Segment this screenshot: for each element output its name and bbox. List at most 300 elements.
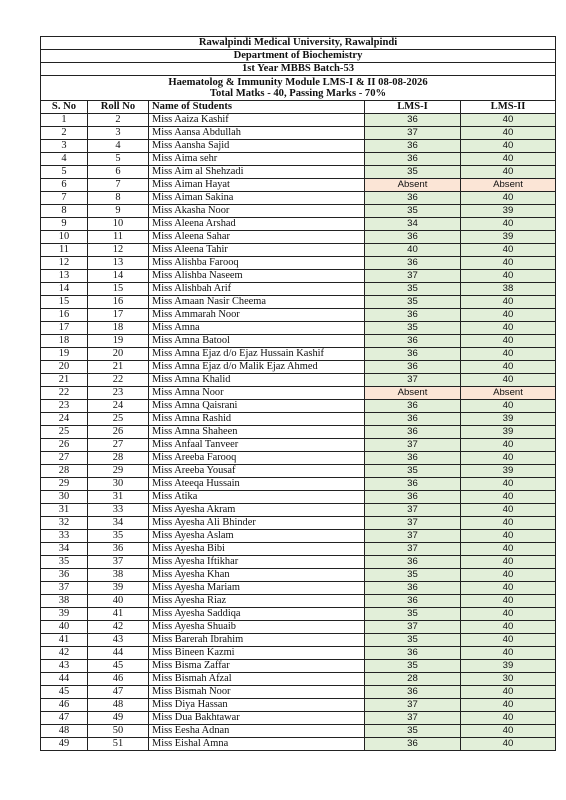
student-name-cell: Miss Barerah Ibrahim	[149, 634, 365, 647]
lms2-cell: 40	[461, 192, 556, 205]
table-row	[41, 647, 556, 660]
sno-cell: 18	[41, 335, 88, 348]
lms2-cell: 30	[461, 673, 556, 686]
lms1-cell: 36	[365, 192, 461, 205]
sno-cell: 29	[41, 478, 88, 491]
lms2-cell: 40	[461, 725, 556, 738]
table-row	[41, 218, 556, 231]
roll-cell: 34	[88, 517, 149, 530]
sno-cell: 2	[41, 127, 88, 140]
result-sheet	[40, 36, 555, 751]
sno-cell: 32	[41, 517, 88, 530]
table-body	[41, 114, 556, 751]
roll-cell: 8	[88, 192, 149, 205]
lms2-cell: 40	[461, 114, 556, 127]
sno-cell: 1	[41, 114, 88, 127]
module-title: Haematolog & Immunity Module LMS-I & II 08-08-2026	[168, 76, 428, 88]
lms2-cell: 40	[461, 153, 556, 166]
sno-cell: 5	[41, 166, 88, 179]
student-name-cell: Miss Aansa Abdullah	[149, 127, 365, 140]
student-name-cell: Miss Alishba Naseem	[149, 270, 365, 283]
lms2-cell: Absent	[461, 387, 556, 400]
roll-cell: 31	[88, 491, 149, 504]
lms1-cell: 36	[365, 556, 461, 569]
lms1-cell: 36	[365, 647, 461, 660]
sno-cell: 42	[41, 647, 88, 660]
student-name-cell: Miss Aim al Shehzadi	[149, 166, 365, 179]
lms2-cell: 40	[461, 439, 556, 452]
lms2-cell: 40	[461, 257, 556, 270]
roll-cell: 42	[88, 621, 149, 634]
roll-cell: 18	[88, 322, 149, 335]
lms2-cell: 40	[461, 335, 556, 348]
sno-cell: 24	[41, 413, 88, 426]
sno-cell: 6	[41, 179, 88, 192]
lms2-cell: 40	[461, 491, 556, 504]
lms1-cell: 37	[365, 712, 461, 725]
lms1-cell: 37	[365, 504, 461, 517]
sno-cell: 4	[41, 153, 88, 166]
lms1-cell: 36	[365, 153, 461, 166]
department-title: Department of Biochemistry	[41, 50, 556, 63]
lms2-cell: 40	[461, 621, 556, 634]
table-row	[41, 569, 556, 582]
sno-cell: 38	[41, 595, 88, 608]
lms2-cell: 40	[461, 582, 556, 595]
lms2-cell: 40	[461, 218, 556, 231]
lms1-cell: 36	[365, 361, 461, 374]
sno-cell: 19	[41, 348, 88, 361]
lms2-cell: 40	[461, 166, 556, 179]
lms1-cell: 36	[365, 491, 461, 504]
table-row	[41, 517, 556, 530]
lms1-cell: 35	[365, 166, 461, 179]
lms1-cell: Absent	[365, 387, 461, 400]
table-row	[41, 205, 556, 218]
roll-cell: 51	[88, 738, 149, 751]
student-name-cell: Miss Bismah Afzal	[149, 673, 365, 686]
lms1-cell: 36	[365, 582, 461, 595]
roll-cell: 38	[88, 569, 149, 582]
sno-cell: 39	[41, 608, 88, 621]
table-row	[41, 738, 556, 751]
sno-cell: 10	[41, 231, 88, 244]
roll-cell: 25	[88, 413, 149, 426]
lms2-cell: 40	[461, 686, 556, 699]
roll-cell: 30	[88, 478, 149, 491]
roll-header: Roll No	[88, 101, 149, 114]
sno-cell: 3	[41, 140, 88, 153]
student-name-cell: Miss Dua Bakhtawar	[149, 712, 365, 725]
student-name-cell: Miss Eishal Amna	[149, 738, 365, 751]
sno-cell: 31	[41, 504, 88, 517]
student-name-cell: Miss Aleena Sahar	[149, 231, 365, 244]
lms1-cell: 35	[365, 283, 461, 296]
lms1-cell: 36	[365, 400, 461, 413]
table-row	[41, 699, 556, 712]
lms2-cell: 40	[461, 478, 556, 491]
roll-cell: 23	[88, 387, 149, 400]
table-row	[41, 452, 556, 465]
lms1-cell: 28	[365, 673, 461, 686]
student-name-cell: Miss Ateeqa Hussain	[149, 478, 365, 491]
student-name-cell: Miss Amaan Nasir Cheema	[149, 296, 365, 309]
lms2-header: LMS-II	[461, 101, 556, 114]
lms2-cell: 40	[461, 634, 556, 647]
lms1-cell: 36	[365, 686, 461, 699]
sno-cell: 15	[41, 296, 88, 309]
table-row	[41, 283, 556, 296]
table-row	[41, 478, 556, 491]
roll-cell: 48	[88, 699, 149, 712]
table-row	[41, 465, 556, 478]
lms2-cell: 40	[461, 569, 556, 582]
lms2-cell: 40	[461, 595, 556, 608]
roll-cell: 41	[88, 608, 149, 621]
student-name-cell: Miss Ayesha Saddiqa	[149, 608, 365, 621]
student-name-cell: Miss Ayesha Riaz	[149, 595, 365, 608]
roll-cell: 44	[88, 647, 149, 660]
student-name-cell: Miss Ayesha Khan	[149, 569, 365, 582]
lms2-cell: 40	[461, 244, 556, 257]
sno-cell: 16	[41, 309, 88, 322]
lms2-cell: 40	[461, 361, 556, 374]
student-name-cell: Miss Amna Khalid	[149, 374, 365, 387]
lms1-cell: 36	[365, 426, 461, 439]
table-row	[41, 608, 556, 621]
student-name-cell: Miss Amna Ejaz d/o Ejaz Hussain Kashif	[149, 348, 365, 361]
lms2-cell: 40	[461, 452, 556, 465]
student-name-cell: Miss Amna Qaisrani	[149, 400, 365, 413]
table-row	[41, 335, 556, 348]
roll-cell: 27	[88, 439, 149, 452]
sno-cell: 21	[41, 374, 88, 387]
lms1-cell: 36	[365, 348, 461, 361]
roll-cell: 37	[88, 556, 149, 569]
table-row	[41, 127, 556, 140]
table-row	[41, 400, 556, 413]
lms2-cell: 40	[461, 530, 556, 543]
sno-cell: 30	[41, 491, 88, 504]
sno-cell: 20	[41, 361, 88, 374]
lms2-cell: 40	[461, 374, 556, 387]
lms1-cell: 35	[365, 608, 461, 621]
student-name-cell: Miss Amna Noor	[149, 387, 365, 400]
student-name-cell: Miss Alishbah Arif	[149, 283, 365, 296]
lms2-cell: 39	[461, 413, 556, 426]
roll-cell: 36	[88, 543, 149, 556]
table-row	[41, 374, 556, 387]
lms1-cell: 37	[365, 699, 461, 712]
sno-cell: 9	[41, 218, 88, 231]
sno-cell: 47	[41, 712, 88, 725]
sno-cell: 23	[41, 400, 88, 413]
lms1-cell: 36	[365, 413, 461, 426]
lms2-cell: 40	[461, 504, 556, 517]
roll-cell: 47	[88, 686, 149, 699]
table-row	[41, 439, 556, 452]
student-name-cell: Miss Ayesha Akram	[149, 504, 365, 517]
sno-cell: 35	[41, 556, 88, 569]
student-name-cell: Miss Aleena Tahir	[149, 244, 365, 257]
student-name-cell: Miss Diya Hassan	[149, 699, 365, 712]
lms1-cell: 35	[365, 725, 461, 738]
table-row	[41, 244, 556, 257]
student-name-cell: Miss Aaiza Kashif	[149, 114, 365, 127]
lms1-cell: 37	[365, 543, 461, 556]
table-row	[41, 309, 556, 322]
lms1-cell: 36	[365, 257, 461, 270]
lms2-cell: 40	[461, 140, 556, 153]
student-name-cell: Miss Amna Ejaz d/o Malik Ejaz Ahmed	[149, 361, 365, 374]
lms2-cell: 40	[461, 647, 556, 660]
student-name-cell: Miss Aleena Arshad	[149, 218, 365, 231]
lms2-cell: 40	[461, 348, 556, 361]
roll-cell: 26	[88, 426, 149, 439]
table-row	[41, 556, 556, 569]
lms2-cell: 39	[461, 205, 556, 218]
sno-cell: 17	[41, 322, 88, 335]
student-name-cell: Miss Ayesha Shuaib	[149, 621, 365, 634]
sno-cell: 48	[41, 725, 88, 738]
lms1-cell: 37	[365, 270, 461, 283]
lms2-cell: 38	[461, 283, 556, 296]
student-name-cell: Miss Ayesha Iftikhar	[149, 556, 365, 569]
student-name-cell: Miss Aansha Sajid	[149, 140, 365, 153]
table-row	[41, 179, 556, 192]
roll-cell: 11	[88, 231, 149, 244]
lms1-cell: 37	[365, 374, 461, 387]
lms1-cell: 35	[365, 296, 461, 309]
roll-cell: 15	[88, 283, 149, 296]
student-name-cell: Miss Bismah Noor	[149, 686, 365, 699]
student-name-cell: Miss Bineen Kazmi	[149, 647, 365, 660]
roll-cell: 16	[88, 296, 149, 309]
sno-cell: 11	[41, 244, 88, 257]
sno-header: S. No	[41, 101, 88, 114]
student-name-cell: Miss Ayesha Bibi	[149, 543, 365, 556]
table-row	[41, 192, 556, 205]
sno-cell: 40	[41, 621, 88, 634]
lms2-cell: 40	[461, 608, 556, 621]
lms2-cell: 40	[461, 296, 556, 309]
roll-cell: 24	[88, 400, 149, 413]
sno-cell: 33	[41, 530, 88, 543]
lms1-cell: 35	[365, 205, 461, 218]
roll-cell: 45	[88, 660, 149, 673]
results-table	[40, 36, 556, 751]
student-name-cell: Miss Bisma Zaffar	[149, 660, 365, 673]
table-row	[41, 296, 556, 309]
table-row	[41, 257, 556, 270]
lms2-cell: 40	[461, 712, 556, 725]
table-row	[41, 725, 556, 738]
lms2-cell: 40	[461, 699, 556, 712]
table-row	[41, 621, 556, 634]
sno-cell: 45	[41, 686, 88, 699]
roll-cell: 17	[88, 309, 149, 322]
lms1-cell: 37	[365, 439, 461, 452]
student-name-cell: Miss Amna	[149, 322, 365, 335]
student-name-cell: Miss Atika	[149, 491, 365, 504]
sno-cell: 27	[41, 452, 88, 465]
student-name-cell: Miss Akasha Noor	[149, 205, 365, 218]
lms2-cell: 40	[461, 270, 556, 283]
lms2-cell: Absent	[461, 179, 556, 192]
university-title: Rawalpindi Medical University, Rawalpindi	[41, 37, 556, 50]
table-row	[41, 686, 556, 699]
table-row	[41, 530, 556, 543]
table-row	[41, 153, 556, 166]
table-row	[41, 673, 556, 686]
lms1-cell: 35	[365, 660, 461, 673]
lms1-cell: 36	[365, 309, 461, 322]
roll-cell: 9	[88, 205, 149, 218]
student-name-cell: Miss Anfaal Tanveer	[149, 439, 365, 452]
student-name-cell: Miss Ayesha Aslam	[149, 530, 365, 543]
table-row	[41, 231, 556, 244]
sno-cell: 22	[41, 387, 88, 400]
roll-cell: 28	[88, 452, 149, 465]
sno-cell: 26	[41, 439, 88, 452]
lms1-cell: 36	[365, 335, 461, 348]
sno-cell: 41	[41, 634, 88, 647]
table-row	[41, 140, 556, 153]
student-name-cell: Miss Amna Batool	[149, 335, 365, 348]
table-row	[41, 504, 556, 517]
roll-cell: 14	[88, 270, 149, 283]
lms1-cell: 37	[365, 621, 461, 634]
table-row	[41, 322, 556, 335]
lms1-cell: 35	[365, 634, 461, 647]
roll-cell: 22	[88, 374, 149, 387]
student-name-cell: Miss Areeba Yousaf	[149, 465, 365, 478]
sno-cell: 7	[41, 192, 88, 205]
roll-cell: 20	[88, 348, 149, 361]
roll-cell: 40	[88, 595, 149, 608]
roll-cell: 21	[88, 361, 149, 374]
student-name-cell: Miss Aiman Sakina	[149, 192, 365, 205]
lms1-cell: 36	[365, 478, 461, 491]
student-name-cell: Miss Areeba Farooq	[149, 452, 365, 465]
sno-cell: 49	[41, 738, 88, 751]
student-name-cell: Miss Ammarah Noor	[149, 309, 365, 322]
sno-cell: 34	[41, 543, 88, 556]
table-row	[41, 270, 556, 283]
lms2-cell: 40	[461, 127, 556, 140]
lms2-cell: 39	[461, 660, 556, 673]
sno-cell: 44	[41, 673, 88, 686]
sno-cell: 46	[41, 699, 88, 712]
lms1-cell: 36	[365, 595, 461, 608]
roll-cell: 6	[88, 166, 149, 179]
module-title-cell	[41, 76, 556, 101]
roll-cell: 2	[88, 114, 149, 127]
roll-cell: 19	[88, 335, 149, 348]
lms1-cell: 34	[365, 218, 461, 231]
roll-cell: 39	[88, 582, 149, 595]
lms1-cell: 36	[365, 452, 461, 465]
student-name-cell: Miss Ayesha Ali Bhinder	[149, 517, 365, 530]
table-row	[41, 166, 556, 179]
table-row	[41, 361, 556, 374]
roll-cell: 12	[88, 244, 149, 257]
student-name-cell: Miss Aima sehr	[149, 153, 365, 166]
table-row	[41, 413, 556, 426]
lms1-cell: 37	[365, 517, 461, 530]
lms1-cell: 36	[365, 140, 461, 153]
lms1-cell: 37	[365, 127, 461, 140]
lms1-cell: 37	[365, 530, 461, 543]
roll-cell: 29	[88, 465, 149, 478]
lms2-cell: 39	[461, 426, 556, 439]
table-row	[41, 426, 556, 439]
lms2-cell: 40	[461, 738, 556, 751]
sno-cell: 25	[41, 426, 88, 439]
lms2-cell: 39	[461, 231, 556, 244]
lms1-cell: 40	[365, 244, 461, 257]
lms1-cell: 36	[365, 114, 461, 127]
sno-cell: 14	[41, 283, 88, 296]
lms1-cell: 35	[365, 569, 461, 582]
student-name-cell: Miss Eesha Adnan	[149, 725, 365, 738]
table-row	[41, 712, 556, 725]
lms2-cell: 40	[461, 322, 556, 335]
student-name-cell: Miss Amna Shaheen	[149, 426, 365, 439]
roll-cell: 4	[88, 140, 149, 153]
roll-cell: 7	[88, 179, 149, 192]
sno-cell: 28	[41, 465, 88, 478]
sno-cell: 8	[41, 205, 88, 218]
marks-info: Total Matks - 40, Passing Marks - 70%	[209, 88, 387, 99]
table-row	[41, 387, 556, 400]
roll-cell: 33	[88, 504, 149, 517]
table-row	[41, 348, 556, 361]
table-row	[41, 582, 556, 595]
roll-cell: 5	[88, 153, 149, 166]
student-name-cell: Miss Aiman Hayat	[149, 179, 365, 192]
sno-cell: 43	[41, 660, 88, 673]
student-name-cell: Miss Ayesha Mariam	[149, 582, 365, 595]
sno-cell: 13	[41, 270, 88, 283]
table-row	[41, 634, 556, 647]
roll-cell: 43	[88, 634, 149, 647]
name-header: Name of Students	[149, 101, 365, 114]
batch-title: 1st Year MBBS Batch-53	[41, 63, 556, 76]
roll-cell: 10	[88, 218, 149, 231]
lms2-cell: 40	[461, 543, 556, 556]
table-row	[41, 491, 556, 504]
table-row	[41, 595, 556, 608]
sno-cell: 36	[41, 569, 88, 582]
lms1-header: LMS-I	[365, 101, 461, 114]
sno-cell: 37	[41, 582, 88, 595]
table-row	[41, 114, 556, 127]
roll-cell: 50	[88, 725, 149, 738]
lms2-cell: 40	[461, 517, 556, 530]
roll-cell: 13	[88, 257, 149, 270]
lms1-cell: 35	[365, 465, 461, 478]
roll-cell: 3	[88, 127, 149, 140]
lms1-cell: 35	[365, 322, 461, 335]
roll-cell: 46	[88, 673, 149, 686]
lms2-cell: 40	[461, 400, 556, 413]
lms2-cell: 40	[461, 309, 556, 322]
lms1-cell: Absent	[365, 179, 461, 192]
sno-cell: 12	[41, 257, 88, 270]
roll-cell: 35	[88, 530, 149, 543]
table-row	[41, 660, 556, 673]
